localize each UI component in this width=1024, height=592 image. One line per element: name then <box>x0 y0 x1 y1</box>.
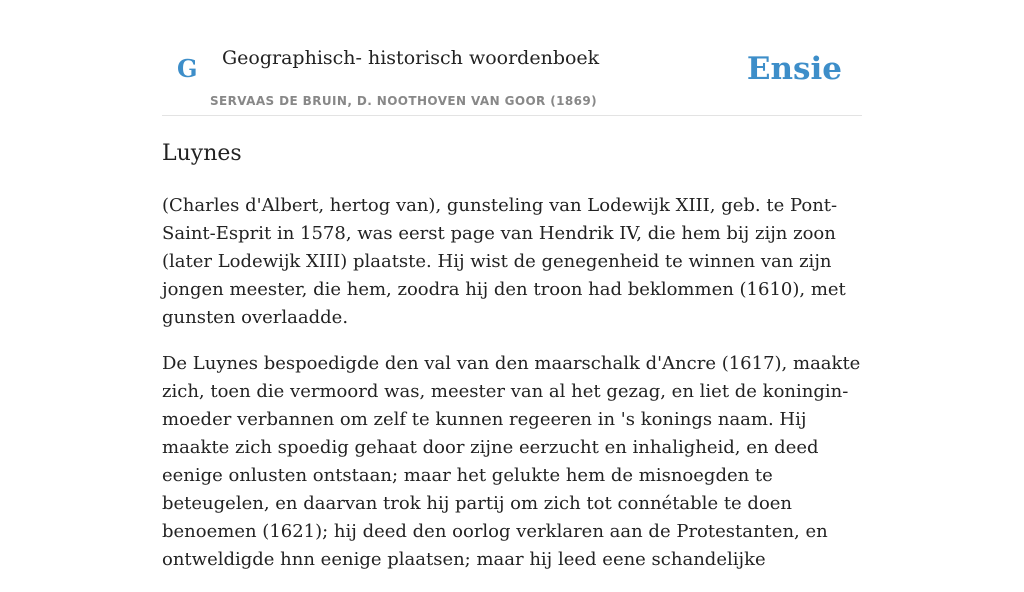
header <box>162 0 862 116</box>
article-paragraph: De Luynes bespoedigde den val van den maarschalk d'Ancre (1617), maakte zich, toen die vermoord was, meester van al het gezag, en liet de koningin-moeder verbannen om zelf te kunnen regeeren in 's konings naam. Hij maakte zich spoedig gehaat door zijne eerzucht en inhaligheid, en deed eenige onlusten ontstaan; maar het gelukte hem de misnoegden te beteugelen, en daarvan trok hij partij om zich tot connétable te doen benoemen (1621); hij deed den oorlog verklaren aan de Protestanten, en ontweldigde hnn eenige plaatsen; maar hij leed eene schandelijke <box>162 353 861 570</box>
book-logo-icon[interactable]: G <box>177 54 198 83</box>
book-title-link[interactable]: Geographisch- historisch woordenboek <box>222 47 600 69</box>
article-body <box>162 192 862 592</box>
book-author: SERVAAS DE BRUIN, D. NOOTHOVEN VAN GOOR (1869) <box>210 94 598 108</box>
entry-title: Luynes <box>162 141 242 166</box>
ensie-logo-link[interactable]: Ensie <box>746 51 842 87</box>
article-paragraph: (Charles d'Albert, hertog van), gunsteling van Lodewijk XIII, geb. te Pont-Saint-Esprit in 1578, was eerst page van Hendrik IV, die hem bij zijn zoon (later Lodewijk XIII) plaatste. Hij wist de genegenheid te winnen van zijn jongen meester, die hem, zoodra hij den troon had beklommen (1610), met gunsten overlaadde. <box>162 195 846 328</box>
